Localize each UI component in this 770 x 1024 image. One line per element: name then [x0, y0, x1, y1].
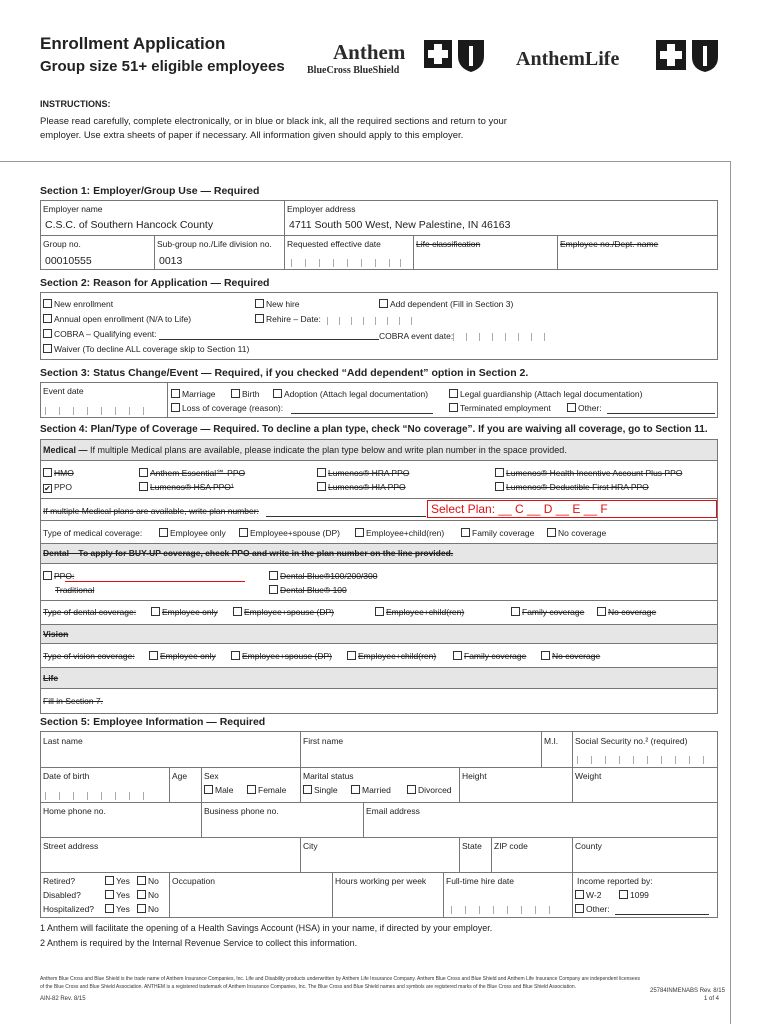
section5-box: [40, 731, 718, 918]
dob-field[interactable]: [45, 792, 155, 800]
marital-label: Marital status: [303, 771, 354, 781]
vision-heading: Vision: [43, 629, 69, 639]
dental-emp-only-option[interactable]: Employee only: [151, 607, 218, 617]
hmo-option[interactable]: HMO: [43, 468, 74, 478]
loss-of-coverage-option[interactable]: Loss of coverage (reason):: [171, 403, 283, 413]
vision-emp-child-option[interactable]: Employee+child(ren): [347, 651, 436, 661]
loss-reason-line[interactable]: [291, 413, 433, 414]
dob-label: Date of birth: [43, 771, 90, 781]
multi-plan-label: If multiple Medical plans are available, write plan number:: [43, 506, 259, 516]
footer-right-code: 25784INMENABS Rev. 8/15: [650, 988, 725, 994]
mi-label: M.I.: [544, 736, 559, 746]
new-hire-checkbox[interactable]: [255, 299, 264, 308]
form-title: Enrollment Application: [40, 34, 226, 53]
vision-emp-only-option[interactable]: Employee only: [149, 651, 216, 661]
male-option[interactable]: Male: [204, 785, 233, 795]
fulltime-hire-field[interactable]: [451, 906, 561, 914]
add-dependent-checkbox[interactable]: [379, 299, 388, 308]
employer-name-label: Employer name: [43, 204, 103, 214]
page-number: 1 of 4: [704, 996, 720, 1002]
type-dental-label: Type of dental coverage:: [43, 607, 137, 617]
sex-label: Sex: [204, 771, 219, 781]
state-label: State: [462, 841, 482, 851]
dental-family-option[interactable]: Family coverage: [511, 607, 584, 617]
add-dependent-option[interactable]: Add dependent (Fill in Section 3): [379, 299, 513, 309]
birth-option[interactable]: Birth: [231, 389, 259, 399]
ppo-checkbox[interactable]: ✔: [44, 484, 51, 493]
zip-label: ZIP code: [494, 841, 528, 851]
female-option[interactable]: Female: [247, 785, 286, 795]
hia-ppo-option[interactable]: Lumenos® HIA PPO: [317, 482, 406, 492]
height-label: Height: [462, 771, 487, 781]
city-label: City: [303, 841, 318, 851]
hospitalized-no-option[interactable]: No: [137, 904, 159, 914]
vision-emp-spouse-option[interactable]: Employee+spouse (DP): [231, 651, 332, 661]
single-option[interactable]: Single: [303, 785, 338, 795]
occupation-label: Occupation: [172, 876, 215, 886]
married-option[interactable]: Married: [351, 785, 391, 795]
hia-plus-option[interactable]: Lumenos® Health Incentive Account Plus PPO: [495, 468, 682, 478]
life-class-label: Life classification: [416, 239, 481, 249]
hospitalized-label: Hospitalized?: [43, 904, 95, 914]
section4-title: Section 4: Plan/Type of Coverage — Required. To decline a plan type, check “No coverage”. If you are waiving all coverage, go to Section 11.: [40, 424, 708, 435]
section1-box: [40, 200, 718, 270]
retired-yes-option[interactable]: Yes: [105, 876, 130, 886]
rehire-checkbox[interactable]: [255, 314, 264, 323]
first-name-label: First name: [303, 736, 344, 746]
group-no-field[interactable]: 00010555: [45, 255, 92, 267]
waiver-checkbox[interactable]: [43, 344, 52, 353]
employer-address-label: Employer address: [287, 204, 356, 214]
type-medical-label: Type of medical coverage:: [43, 528, 143, 538]
dental-heading: Dental – To apply for BUY-UP coverage, check PPO and write in the plan number on the line provided.: [43, 548, 454, 558]
cobra-event-line[interactable]: [159, 339, 379, 340]
form-subtitle: Group size 51+ eligible employees: [40, 58, 285, 75]
dental-emp-spouse-option[interactable]: Employee+spouse (DP): [233, 607, 334, 617]
email-label: Email address: [366, 806, 420, 816]
form-code: AIN-82 Rev. 8/15: [40, 996, 86, 1002]
rehire-date-field[interactable]: [327, 317, 417, 325]
adoption-option[interactable]: Adoption (Attach legal documentation): [273, 389, 428, 399]
other-option[interactable]: Other:: [567, 403, 602, 413]
deductible-hra-option[interactable]: Lumenos® Deductible First HRA PPO: [495, 482, 649, 492]
new-hire-option[interactable]: New hire: [255, 299, 300, 309]
last-name-label: Last name: [43, 736, 83, 746]
page-edge: [730, 161, 731, 1024]
age-label: Age: [172, 771, 188, 781]
med-family-option[interactable]: Family coverage: [461, 528, 534, 538]
section2-title: Section 2: Reason for Application — Required: [40, 277, 270, 289]
marriage-option[interactable]: Marriage: [171, 389, 216, 399]
section5-title: Section 5: Employee Information — Required: [40, 716, 266, 728]
instructions-text: Please read carefully, complete electronically, or in blue or black ink, all the required sections and return to your employer. Use extra sheets of paper if necessary. All information given should apply to this employer.: [40, 116, 507, 141]
income-label: Income reported by:: [577, 876, 653, 886]
disabled-label: Disabled?: [43, 890, 81, 900]
section2-box: [40, 292, 718, 360]
retired-no-option[interactable]: No: [137, 876, 159, 886]
select-plan-field[interactable]: Select Plan: __ C __ D __ E __ F: [427, 500, 717, 518]
hours-label: Hours working per week: [335, 876, 427, 886]
subgroup-label: Sub-group no./Life division no.: [157, 239, 272, 249]
event-date-label: Event date: [43, 386, 84, 396]
hra-ppo-option[interactable]: Lumenos® HRA PPO: [317, 468, 409, 478]
home-phone-label: Home phone no.: [43, 806, 106, 816]
new-enrollment-option[interactable]: New enrollment: [43, 299, 113, 309]
section3-box: [40, 382, 718, 418]
anthem-life-shield-icon: [652, 36, 722, 76]
med-no-coverage-option[interactable]: No coverage: [547, 528, 606, 538]
footer-line-2: of the Blue Cross and Blue Shield Association. ANTHEM is a registered trademark of Anthem Insurance Companies, Inc. The Blue Cross and Blue Shield names and symbols are registered marks of the Blue Cross and Blue Shield Association.: [40, 984, 577, 990]
note-1: 1 Anthem will facilitate the opening of a Health Savings Account (HSA) in your name, if directed by your employer.: [40, 923, 493, 933]
divider: [0, 161, 730, 162]
legal-guardianship-option[interactable]: Legal guardianship (Attach legal documentation): [449, 389, 642, 399]
county-label: County: [575, 841, 602, 851]
street-label: Street address: [43, 841, 99, 851]
new-enrollment-checkbox[interactable]: [43, 299, 52, 308]
cobra-checkbox[interactable]: [43, 329, 52, 338]
section1-title: Section 1: Employer/Group Use — Required: [40, 185, 260, 197]
divorced-option[interactable]: Divorced: [407, 785, 452, 795]
essential-ppo-option[interactable]: Anthem Essential℠ PPO: [139, 468, 245, 479]
vision-family-option[interactable]: Family coverage: [453, 651, 526, 661]
w2-option[interactable]: W-2: [575, 890, 601, 900]
income-other-option[interactable]: Other:: [575, 904, 610, 914]
fulltime-hire-label: Full-time hire date: [446, 876, 515, 886]
instructions-heading: INSTRUCTIONS:: [40, 99, 111, 109]
effective-date-label: Requested effective date: [287, 239, 381, 249]
ssn-field[interactable]: [577, 756, 707, 764]
traditional-label: Traditional: [55, 585, 95, 595]
employer-address-field[interactable]: 4711 South 500 West, New Palestine, IN 46163: [289, 219, 511, 231]
section4-box: [40, 439, 718, 714]
type-vision-label: Type of vision coverage:: [43, 651, 135, 661]
subgroup-field[interactable]: 0013: [159, 255, 183, 267]
business-phone-label: Business phone no.: [204, 806, 279, 816]
retired-label: Retired?: [43, 876, 76, 886]
cobra-date-label: COBRA event date:: [379, 331, 454, 341]
terminated-option[interactable]: Terminated employment: [449, 403, 551, 413]
med-emp-only-option[interactable]: Employee only: [159, 528, 226, 538]
dental-blue-option[interactable]: Dental Blue®100/200/300: [269, 571, 377, 581]
fill-section7-text: Fill in Section 7.: [43, 696, 103, 706]
dental-emp-child-option[interactable]: Employee+child(ren): [375, 607, 464, 617]
disabled-no-option[interactable]: No: [137, 890, 159, 900]
waiver-option[interactable]: Waiver (To decline ALL coverage skip to Section 11): [43, 344, 249, 354]
group-no-label: Group no.: [43, 239, 81, 249]
1099-option[interactable]: 1099: [619, 890, 649, 900]
medical-heading: Medical — If multiple Medical plans are available, please indicate the plan type below and write plan number in the space provided.: [43, 445, 567, 455]
ssn-label: Social Security no.² (required): [575, 736, 688, 746]
life-heading: Life: [43, 673, 59, 683]
footer-line-1: Anthem Blue Cross and Blue Shield is the trade name of Anthem Insurance Companies, Inc. Life and Disability products underwritten by Anthem Life Insurance Company. Anthem Blue Cross and Blue Shield and Anthem Life Insurance Company are independent licensees: [40, 976, 640, 982]
effective-date-field[interactable]: [291, 259, 401, 267]
anthem-life-logo: AnthemLife: [516, 48, 620, 70]
other-line[interactable]: [607, 413, 715, 414]
annual-open-checkbox[interactable]: [43, 314, 52, 323]
bcbs-cross-shield-icon: [420, 36, 488, 76]
emp-dept-label: Employee no./Dept. name: [560, 239, 659, 249]
hsa-ppo-option[interactable]: Lumenos® HSA PPO¹: [139, 482, 234, 492]
rehire-option[interactable]: Rehire – Date:: [255, 314, 321, 324]
annual-open-option[interactable]: Annual open enrollment (N/A to Life): [43, 314, 191, 324]
ppo-option[interactable]: ✔ PPO: [44, 482, 72, 493]
dental-ppo-option[interactable]: PPO:: [43, 571, 74, 581]
dental-no-coverage-option[interactable]: No coverage: [597, 607, 656, 617]
dental-blue100-option[interactable]: Dental Blue® 100: [269, 585, 347, 595]
weight-label: Weight: [575, 771, 602, 781]
hospitalized-yes-option[interactable]: Yes: [105, 904, 130, 914]
note-2: 2 Anthem is required by the Internal Revenue Service to collect this information.: [40, 938, 358, 948]
anthem-bcbs-logo: Anthem BlueCross BlueShield: [307, 40, 406, 76]
vision-no-coverage-option[interactable]: No coverage: [541, 651, 600, 661]
cobra-option[interactable]: COBRA – Qualifying event:: [43, 329, 157, 339]
cobra-date-field[interactable]: [453, 333, 553, 341]
med-emp-child-option[interactable]: Employee+child(ren): [355, 528, 444, 538]
employer-name-field[interactable]: C.S.C. of Southern Hancock County: [45, 219, 214, 231]
disabled-yes-option[interactable]: Yes: [105, 890, 130, 900]
event-date-field[interactable]: [45, 407, 155, 415]
med-emp-spouse-option[interactable]: Employee+spouse (DP): [239, 528, 340, 538]
section3-title: Section 3: Status Change/Event — Required, if you checked “Add dependent” option in Section 2.: [40, 367, 529, 379]
